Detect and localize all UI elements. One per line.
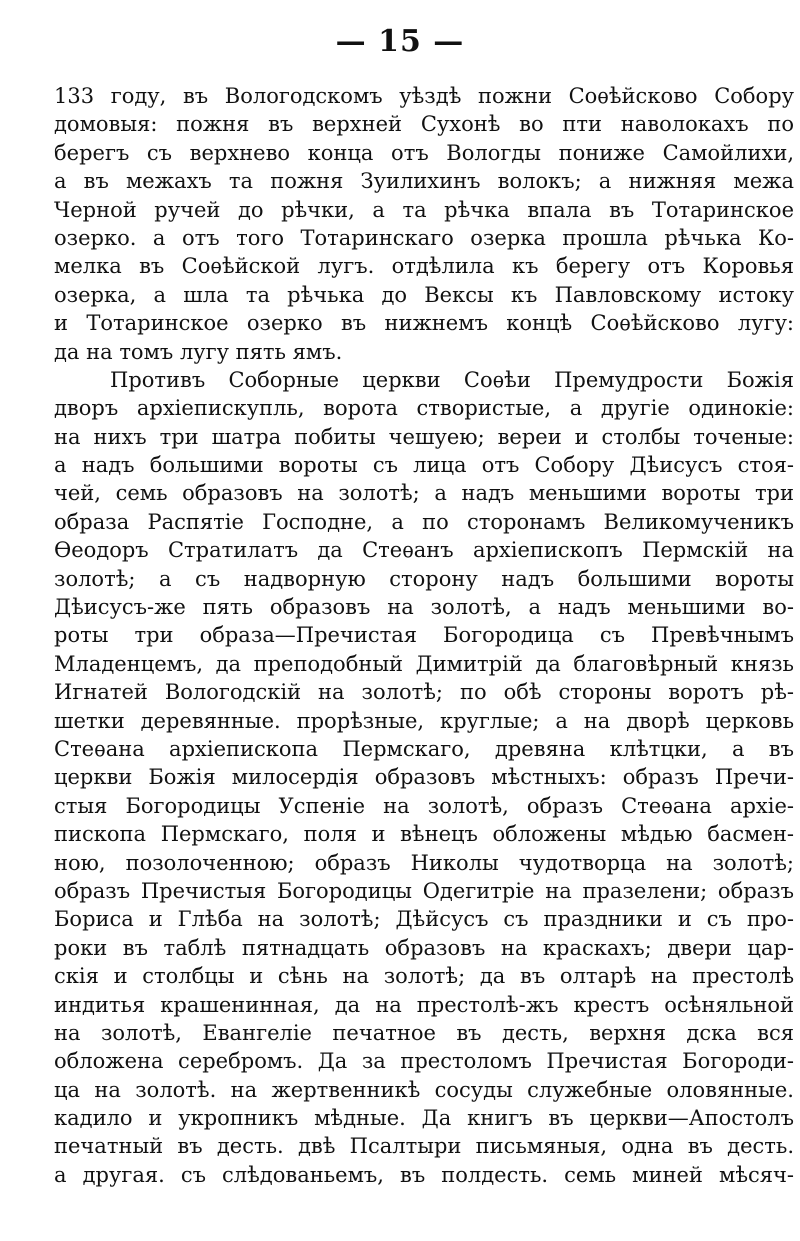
- text-line: пископа Пермскаго, поля и вѣнецъ обложены мѣдью басмен-: [54, 822, 794, 847]
- text-line: индитья крашенинная, да на престолѣ-жъ крестъ осѣняльной: [54, 992, 794, 1017]
- text-line: Бориса и Глѣба на золотѣ; Дѣйсусъ съ праздники и съ про-: [54, 907, 794, 932]
- text-line: а въ межахъ та пожня Зуилихинъ волокъ; а нижняя межа: [54, 169, 794, 194]
- text-line: а надъ большими вороты съ лица отъ Собору Дѣисусъ стоя-: [54, 453, 794, 478]
- text-line: ною, позолоченною; образъ Николы чудотворца на золотѣ;: [54, 850, 794, 875]
- page-number: — 15 —: [335, 24, 465, 59]
- text-line: Младенцемъ, да преподобный Димитрій да благовѣрный князь: [54, 651, 794, 676]
- text-line: Ѳеодоръ Стратилатъ да Стеѳанъ архіепископъ Пермскій на: [54, 538, 794, 563]
- text-line: Противъ Соборные церкви Соѳѣи Премудрости Божія: [110, 367, 794, 392]
- text-line: шетки деревянные. прорѣзные, круглые; а на дворѣ церковь: [54, 708, 794, 733]
- text-line: Черной ручей до рѣчки, а та рѣчка впала въ Тотаринское: [54, 197, 794, 222]
- text-line: золотѣ; а съ надворную сторону надъ большими вороты: [54, 566, 794, 591]
- text-line: церкви Божія милосердія образовъ мѣстныхъ: образъ Пречи-: [54, 765, 794, 790]
- text-line: озерко. а отъ того Тотаринскаго озерка прошла рѣчька Ко-: [54, 225, 794, 250]
- text-line: и Тотаринское озерко въ нижнемъ концѣ Соѳѣйсково лугу:: [54, 311, 794, 336]
- text-line: а другая. съ слѣдованьемъ, въ полдесть. семь миней мѣсяч-: [54, 1162, 794, 1187]
- text-line: роты три образа—Пречистая Богородица съ Превѣчнымъ: [54, 623, 794, 648]
- text-line: озерка, а шла та рѣчька до Вексы къ Павловскому истоку: [54, 282, 794, 307]
- text-line: мелка въ Соѳѣйской лугъ. отдѣлила къ берегу отъ Коровья: [54, 254, 794, 279]
- text-line: роки въ таблѣ пятнадцать образовъ на краскахъ; двери цар-: [54, 935, 794, 960]
- text-line: кадило и укропникъ мѣдные. Да книгъ въ церкви—Апостолъ: [54, 1106, 794, 1131]
- paragraph-2: [54, 366, 794, 1189]
- text-line: Игнатей Вологодскій на золотѣ; по обѣ стороны воротъ рѣ-: [54, 680, 794, 705]
- text-line: скія и столбцы и сѣнь на золотѣ; да въ олтарѣ на престолѣ: [54, 964, 794, 989]
- paragraph-1: [54, 82, 794, 366]
- text-line: чей, семь образовъ на золотѣ; а надъ меньшими вороты три: [54, 481, 794, 506]
- text-line: образъ Пречистыя Богородицы Одегитріе на празелени; образъ: [54, 878, 794, 903]
- text-line: образа Распятіе Господне, а по сторонамъ Великомученикъ: [54, 509, 794, 534]
- text-line: 133 году, въ Вологодскомъ уѣздѣ пожни Соѳѣйсково Собору: [54, 84, 794, 108]
- text-line: ца на золотѣ. на жертвенникѣ сосуды служебные оловянные.: [54, 1077, 794, 1102]
- text-line: дворъ архіепискупль, ворота створистые, а другіе одинокіе:: [54, 396, 794, 421]
- text-line: на золотѣ, Евангеліе печатное въ десть, верхня дска вся: [54, 1020, 794, 1045]
- text-line: берегъ съ верхнево конца отъ Вологды пониже Самойлихи,: [54, 140, 794, 165]
- text-line: стыя Богородицы Успеніе на золотѣ, образъ Стеѳана архіе-: [54, 793, 794, 818]
- text-line: Стеѳана архіепископа Пермскаго, древяна клѣтцки, а въ: [54, 736, 794, 761]
- text-line: Дѣисусъ-же пять образовъ на золотѣ, а надъ меньшими во-: [54, 595, 794, 620]
- text-line: печатный въ десть. двѣ Псалтыри письмяныя, одна въ десть.: [54, 1134, 794, 1159]
- text-line: обложена серебромъ. Да за престоломъ Пречистая Богороди-: [54, 1049, 794, 1074]
- body-text: [54, 82, 794, 1189]
- text-line: да на томъ лугу пять ямъ.: [54, 339, 343, 364]
- text-line: домовыя: пожня въ верхней Сухонѣ во пти наволокахъ по: [54, 112, 794, 137]
- text-line: на нихъ три шатра побиты чешуею; вереи и столбы точеные:: [54, 424, 794, 449]
